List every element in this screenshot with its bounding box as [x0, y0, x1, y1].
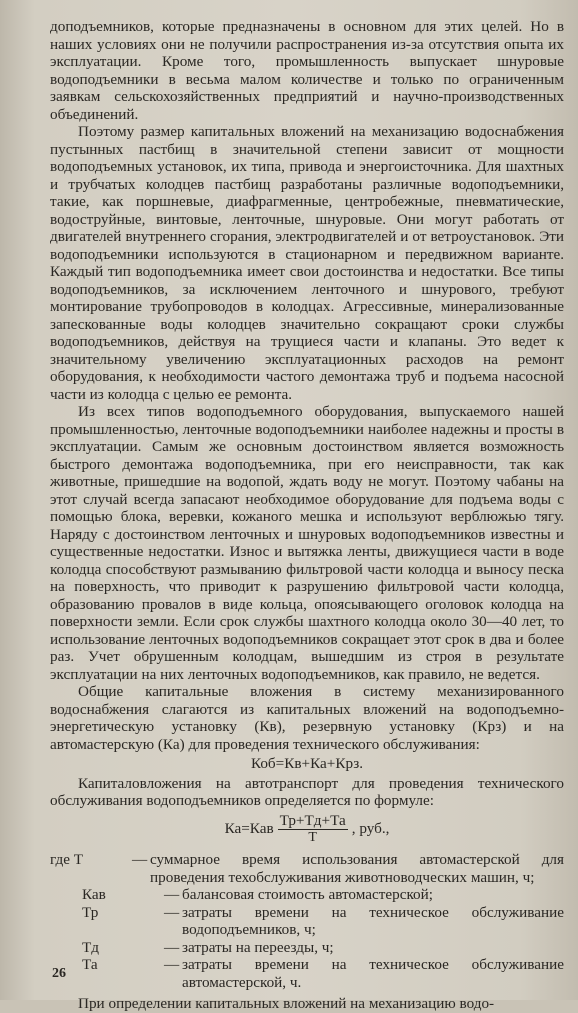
- formula-total-investment: Коб=Кв+Ка+Крз.: [250, 755, 364, 772]
- definition-item: [50, 851, 564, 886]
- definition-symbol: Тд: [82, 938, 100, 956]
- body-text: [50, 18, 564, 1013]
- formula-lhs: Ка=Кав: [224, 819, 274, 837]
- page-number: 26: [52, 966, 66, 981]
- definition-text: балансовая стоимость автомастерской;: [182, 886, 433, 903]
- definition-item: [50, 939, 564, 957]
- definition-symbol: Кав: [82, 886, 106, 903]
- definition-dash: —: [164, 956, 180, 973]
- definition-dash: —: [132, 851, 148, 868]
- definition-dash: —: [164, 938, 180, 956]
- paragraph-4: Общие капитальные вложения в систему механизированного водоснабжения слагаются из капитальных вложений на водоподъемно-энергетическую установку (Кв), резервную установку (Крз) и на автомастерскую (Ка) для проведения технического обслуживания:: [50, 683, 564, 753]
- definition-text: затраты на переезды, ч;: [182, 938, 334, 956]
- definition-symbol: Та: [82, 956, 98, 973]
- definition-text: затраты времени на техническое обслуживание автомастерской, ч.: [182, 956, 564, 991]
- paragraph-2: Поэтому размер капитальных вложений на механизацию водоснабжения пустынных пастбищ в значительной степени зависит от мощности водоподъемных установок, их типа, привода и энергоисточника. Для шахтных и трубчатых колодцев пастбищ разработаны различные водоподъемники, такие, как поршневые, диафрагменные, центробежные, пневматические, водоструйные, винтовые, ленточные, шнуровые. Они могут работать от двигателей внутреннего сгорания, электродвигателей и от ветроустановок. Эти водоподъемники используются в стационарном и передвижном варианте. Каждый тип водоподъемника имеет свои достоинства и недостатки. Все типы водоподъемников, за исключением ленточного и шнурового, требуют монтирование трубопроводов в колодцах. Агрессивные, минерализованные запескованные воды колодцев значительно сокращают сроки службы водоподъемников, действуя на трущиеся части и клапаны. Это ведет к значительному увеличению эксплуатационных расходов на ремонт оборудования, к необходимости частого демонтажа труб и подъема насосной части из колодца с целью ее ремонта.: [50, 123, 564, 403]
- formula-numerator: Тр+Тд+Та: [279, 811, 346, 829]
- formula-denominator: Т: [308, 830, 317, 845]
- definition-symbol: где Т: [50, 851, 84, 868]
- definition-text: затраты времени на техническое обслуживание водоподъемников, ч;: [182, 903, 564, 938]
- paragraph-5: Капиталовложения на автотранспорт для проведения технического обслуживания водоподъемников определяется по формуле:: [50, 774, 564, 809]
- definitions-list: [50, 851, 564, 991]
- definition-item: [50, 904, 564, 939]
- definition-symbol: Тр: [82, 903, 99, 921]
- paragraph-3: Из всех типов водоподъемного оборудования, выпускаемого нашей промышленностью, ленточные водоподъемники наиболее надежны и просты в эксплуатации. Самым же основным достоинством является возможность быстрого демонтажа водоподъемника, при его неисправности, так как животные, пришедшие на водопой, ждать воду не могут. Поэтому чабаны на этот случай всегда запасают необходимое оборудование для подъема воды с помощью блока, веревки, кожаного мешка и используют верблюжью тягу. Наряду с достоинством ленточных и шнуровых водоподъемников известны и существенные недостатки. Износ и вытяжка ленты, движущиеся части в воде колодца способствуют размыванию фильтровой части колодца и выносу песка на поверхность, что приводит к разрушению фильтровой части колодца, образованию провалов в виде кольца, опоясывающего оголовок колодца на поверхности земли. Если срок службы шахтного колодца около 30—40 лет, то использование ленточных водоподъемников сокращает этот срок в два и более раз. Учет обрушенным колодцам, вышедшим из строя в результате эксплуатации на них ленточных водоподъемников, как правило, не ведется.: [50, 403, 564, 683]
- definition-text: суммарное время использования автомастерской для проведения техобслуживания животноводческих машин, ч;: [150, 851, 564, 886]
- definition-dash: —: [164, 886, 180, 903]
- formula-fraction: [278, 812, 348, 846]
- definition-item: [50, 956, 564, 991]
- definition-dash: —: [164, 903, 180, 921]
- formula-suffix: , руб.,: [351, 819, 390, 837]
- formula-auto-workshop: [50, 812, 564, 846]
- paragraph-1: доподъемников, которые предназначены в основном для этих целей. Но в наших условиях они не получили распространения из-за отсутствия опыта их эксплуатации. Кроме того, промышленность выпускает шнуровые водоподъемники в весьма малом количестве и только по ограниченным заявкам сельскохозяйственных предприятий и научно-производственных объединений.: [50, 18, 564, 123]
- paragraph-final: При определении капитальных вложений на механизацию водо-: [78, 995, 495, 1012]
- definition-item: [50, 886, 564, 904]
